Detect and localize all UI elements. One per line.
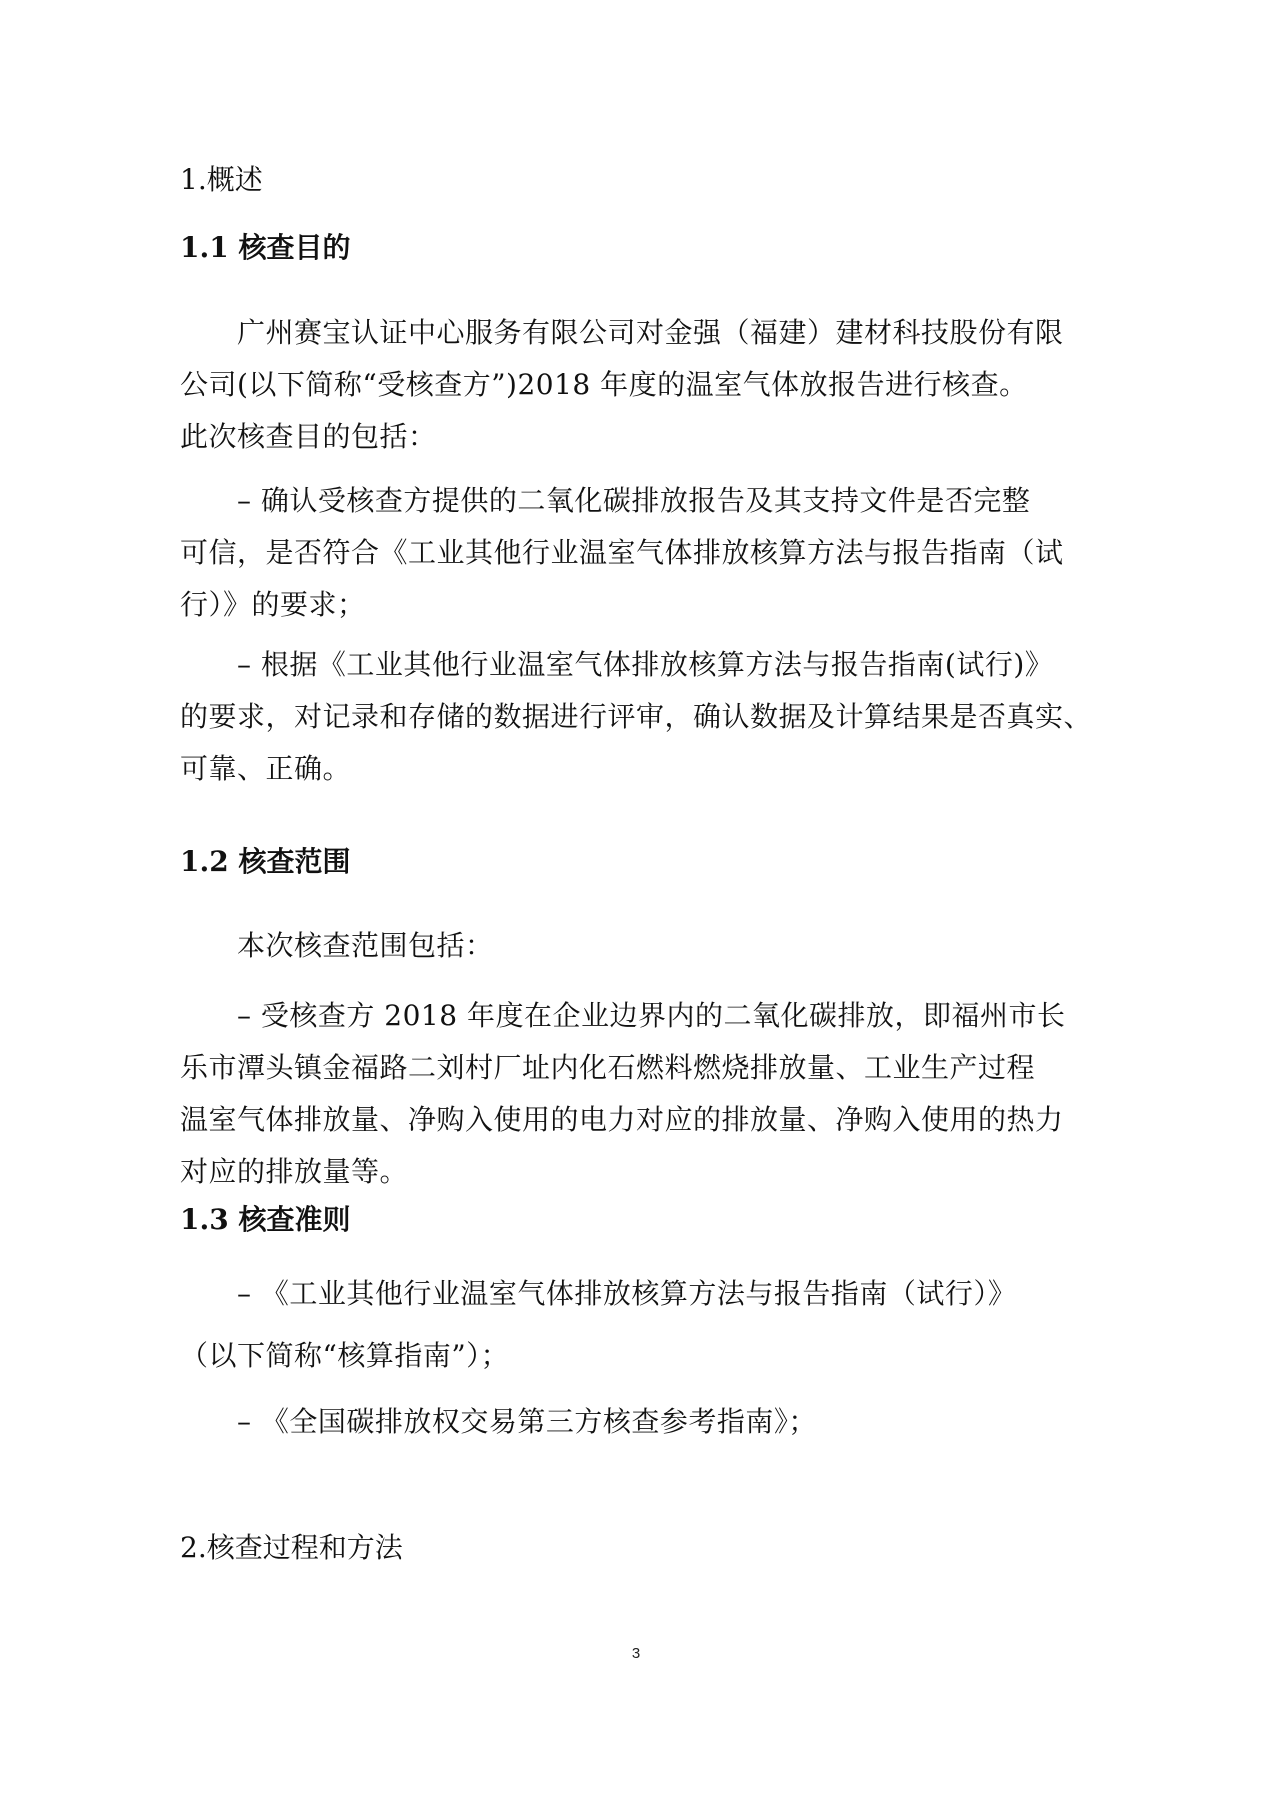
- section-1-1-heading: 1.1 核查目的: [180, 231, 351, 264]
- text-line: – 受核查方 2018 年度在企业边界内的二氧化碳排放，即福州市长: [237, 999, 1066, 1032]
- text-line: 行）》的要求；: [180, 588, 366, 621]
- paragraph-verification-purpose: [180, 307, 1115, 463]
- section-1-heading: 1.概述: [180, 163, 263, 196]
- text-line: 乐市潭头镇金福路二刘村厂址内化石燃料燃烧排放量、工业生产过程: [180, 1051, 1036, 1084]
- section-2-heading: 2.核查过程和方法: [180, 1531, 403, 1564]
- paragraph-criteria-item-2: [180, 1396, 1115, 1448]
- text-line: 可信，是否符合《工业其他行业温室气体排放核算方法与报告指南（试: [180, 536, 1064, 569]
- text-line: 温室气体排放量、净购入使用的电力对应的排放量、净购入使用的热力: [180, 1103, 1064, 1136]
- text-line: – 《工业其他行业温室气体排放核算方法与报告指南（试行）》: [237, 1277, 1017, 1310]
- text-line: 此次核查目的包括：: [180, 420, 437, 453]
- text-line: 对应的排放量等。: [180, 1155, 409, 1188]
- text-line: 公司(以下简称“受核查方”)2018 年度的温室气体放报告进行核查。: [180, 368, 1028, 401]
- paragraph-criteria-item-1: [180, 1268, 1115, 1382]
- text-line: – 《全国碳排放权交易第三方核查参考指南》；: [237, 1405, 817, 1438]
- paragraph-scope-item: [180, 990, 1115, 1198]
- text-line: – 确认受核查方提供的二氧化碳排放报告及其支持文件是否完整: [237, 484, 1031, 517]
- text-line: 广州赛宝认证中心服务有限公司对金强（福建）建材科技股份有限: [237, 316, 1064, 349]
- text-line: 的要求，对记录和存储的数据进行评审，确认数据及计算结果是否真实、: [180, 700, 1093, 733]
- section-1-2-heading: 1.2 核查范围: [180, 845, 351, 878]
- paragraph-purpose-item-1: [180, 475, 1115, 631]
- text-line: – 根据《工业其他行业温室气体排放核算方法与报告指南(试行)》: [237, 648, 1054, 681]
- text-line: 本次核查范围包括：: [237, 929, 494, 962]
- section-1-3-heading: 1.3 核查准则: [180, 1203, 351, 1236]
- text-line: （以下简称“核算指南”）；: [180, 1339, 510, 1372]
- text-line: 可靠、正确。: [180, 752, 352, 785]
- paragraph-scope-intro: [180, 920, 1115, 972]
- page-number: 3: [631, 1645, 641, 1662]
- paragraph-purpose-item-2: [180, 639, 1115, 795]
